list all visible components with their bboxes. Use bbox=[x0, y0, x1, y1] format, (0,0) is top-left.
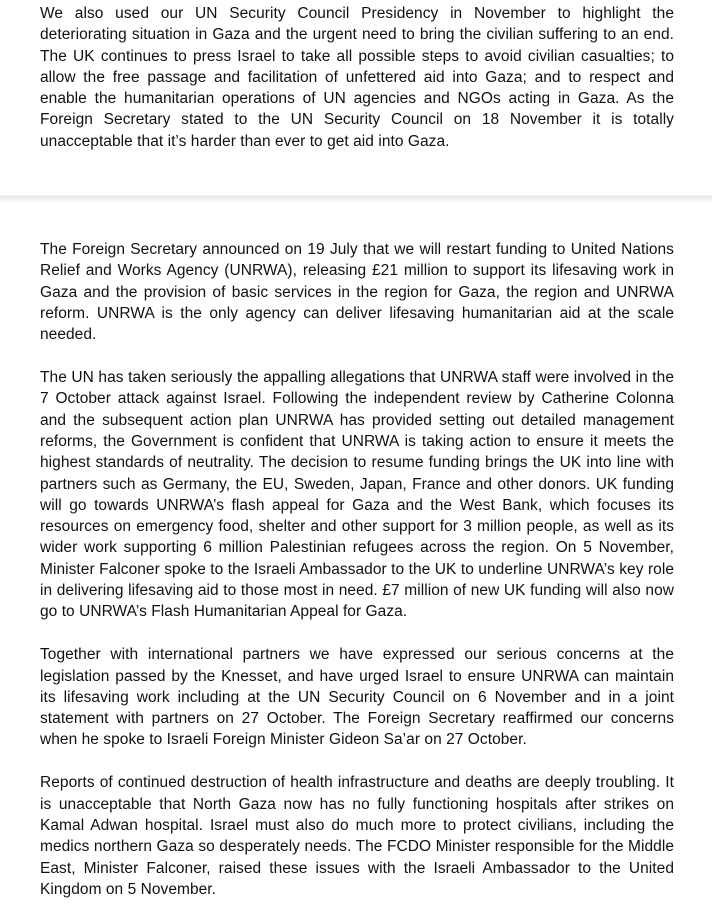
page-break-divider bbox=[0, 167, 712, 203]
paragraph-knesset-legislation: Together with international partners we have expressed our serious concerns at the legislation passed by the Knesset, and have urged Israel to ensure UNRWA can maintain its lifesaving work including at the UN Security Council on 6 November and in a joint statement with partners on 27 October. The Foreign Secretary reaffirmed our concerns when he spoke to Israeli Foreign Minister Gideon Sa’ar on 27 October. bbox=[40, 646, 674, 749]
paragraph-health-infrastructure: Reports of continued destruction of health infrastructure and deaths are deeply troubling. It is unacceptable that North Gaza now has no fully functioning hospitals after strikes on Kamal Adwan hospital. Israel must also do much more to protect civilians, including the medics northern Gaza so desperately needs. The FCDO Minister responsible for the Middle East, Minister Falconer, raised these issues with the Israeli Ambassador to the United Kingdom on 5 November. bbox=[40, 774, 674, 898]
paragraph-unrwa-allegations: The UN has taken seriously the appalling allegations that UNRWA staff were involved in the 7 October attack against Israel. Following the independent review by Catherine Colonna and the subsequent action plan UNRWA has provided setting out detailed management reforms, the Government is confident that UNRWA is taking action to ensure it meets the highest standards of neutrality. The decision to resume funding brings the UK into line with partners such as Germany, the EU, Sweden, Japan, France and other donors. UK funding will go towards UNRWA’s flash appeal for Gaza and the West Bank, which focuses its resources on emergency food, shelter and other support for 3 million people, as well as its wider work supporting 6 million Palestinian refugees across the region. On 5 November, Minister Falconer spoke to the Israeli Ambassador to the UK to underline UNRWA’s key role in delivering lifesaving aid to those most in need. £7 million of new UK funding will also now go to UNRWA’s Flash Humanitarian Appeal for Gaza. bbox=[40, 369, 674, 621]
paragraph-un-presidency: We also used our UN Security Council Presidency in November to highlight the deteriorating situation in Gaza and the urgent need to bring the civilian suffering to an end. The UK continues to press Israel to take all possible steps to avoid civilian casualties; to allow the free passage and facilitation of unfettered aid into Gaza; and to respect and enable the humanitarian operations of UN agencies and NGOs acting in Gaza. As the Foreign Secretary stated to the UN Security Council on 18 November it is totally unacceptable that it’s harder than ever to get aid into Gaza. bbox=[40, 5, 674, 150]
page-top-section bbox=[40, 3, 674, 152]
page-bottom-section bbox=[40, 239, 674, 900]
paragraph-unrwa-funding: The Foreign Secretary announced on 19 July that we will restart funding to United Nations Relief and Works Agency (UNRWA), releasing £21 million to support its lifesaving work in Gaza and the provision of basic services in the region for Gaza, the region and UNRWA reform. UNRWA is the only agency can deliver lifesaving humanitarian aid at the scale needed. bbox=[40, 241, 674, 344]
